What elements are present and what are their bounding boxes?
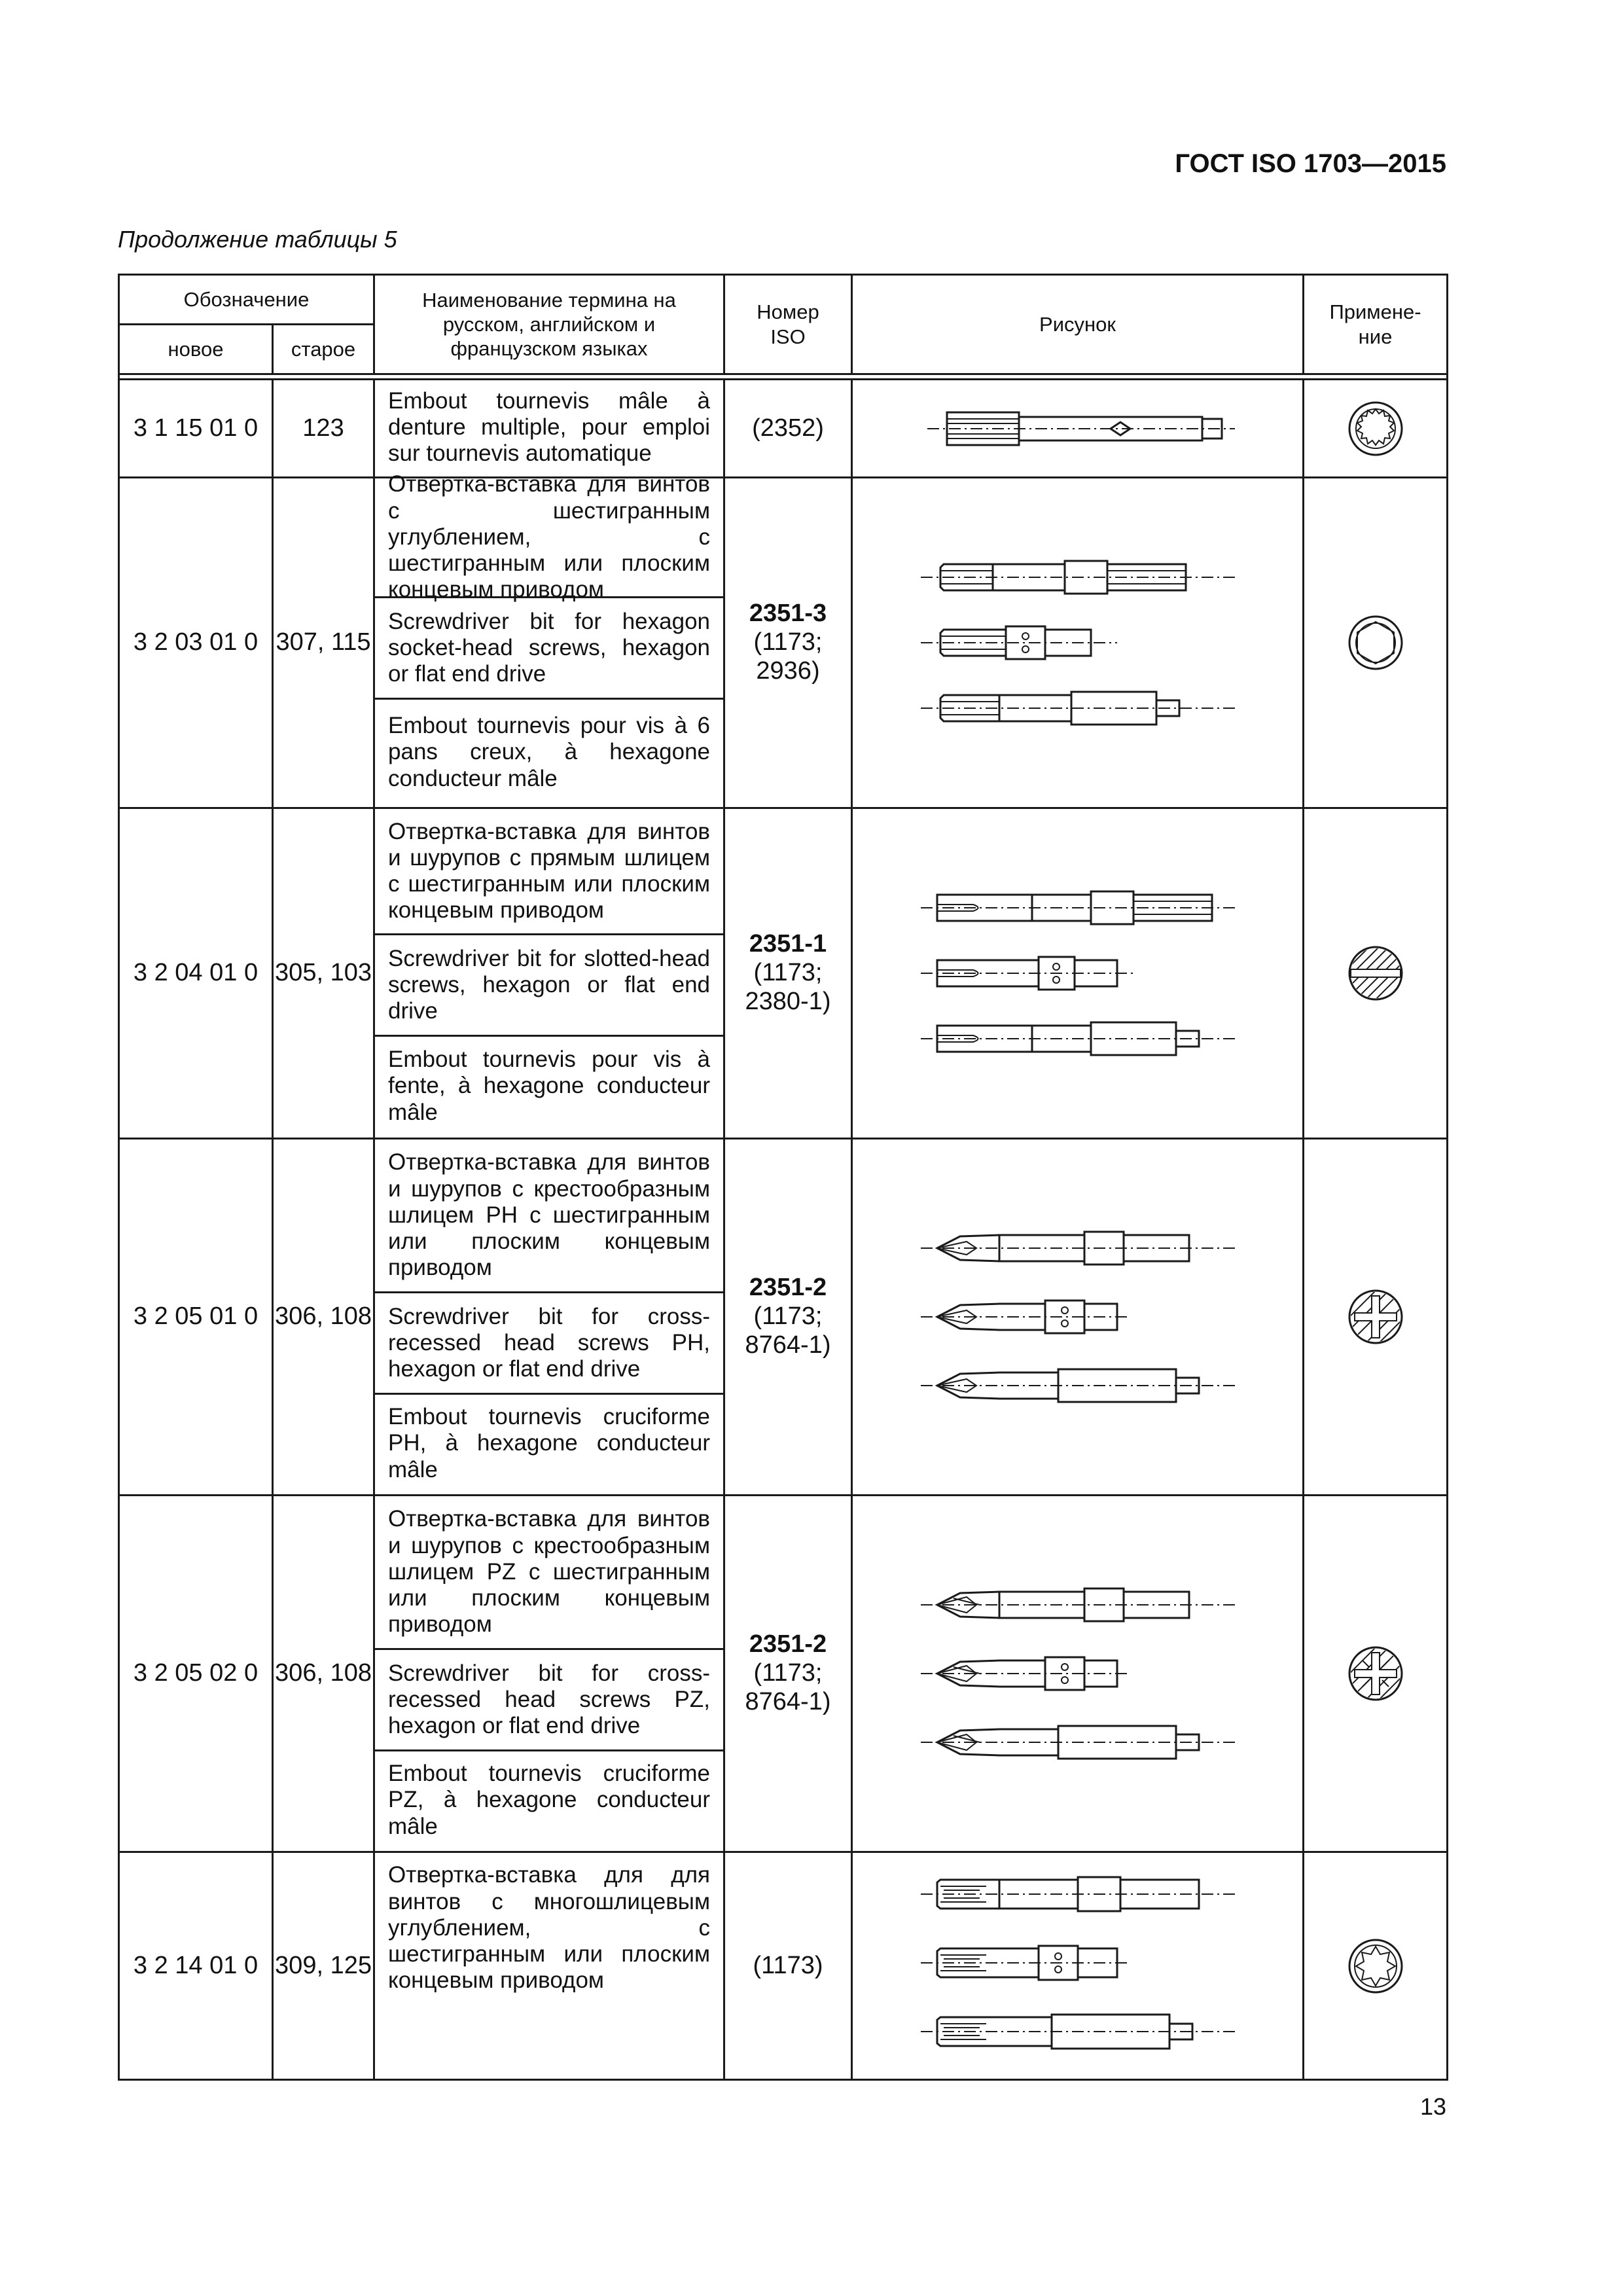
- iso-number: 2351-2: [749, 1274, 827, 1302]
- terms-table: [118, 274, 1448, 2081]
- iso-number: 2351-2: [749, 1630, 827, 1659]
- slotted-bit-drawing: [914, 875, 1241, 1071]
- new-code: 3 1 15 01 0: [119, 380, 273, 478]
- iso-related: (1173; 8764-1): [745, 1302, 831, 1359]
- table-row: [119, 1139, 1448, 1496]
- term-fr: Embout tournevis pour vis à fente, à hexagone conducteur mâle: [375, 1035, 723, 1136]
- iso-related: (1173; 2936): [753, 628, 823, 685]
- multi-tooth-bit-drawing: [914, 403, 1241, 455]
- pozidriv-bit-drawing: [914, 1572, 1241, 1775]
- term-ru: Отвертка-вставка для винтов и шурупов с крестообразным шлицем PH с шестигранным или плоским концевым приводом: [388, 1149, 711, 1281]
- new-code: 3 2 04 01 0: [119, 808, 273, 1139]
- term-en: Screwdriver bit for slotted-head screws, hexagon or flat end drive: [375, 933, 723, 1035]
- phillips-profile-icon: [1343, 1284, 1408, 1350]
- header-figure: Рисунок: [852, 275, 1304, 374]
- old-code: 309, 125: [273, 1852, 374, 2080]
- iso-related: (1173): [753, 1951, 823, 1979]
- table-row: [119, 380, 1448, 478]
- table-row: [119, 1852, 1448, 2080]
- hexagon-bit-drawing: [914, 545, 1241, 741]
- old-code: 123: [273, 380, 374, 478]
- term-en: Screwdriver bit for cross-recessed head screws PH, hexagon or flat end drive: [375, 1291, 723, 1393]
- new-code: 3 2 05 02 0: [119, 1496, 273, 1852]
- hexagon-profile-icon: [1343, 610, 1408, 675]
- old-code: 305, 103: [273, 808, 374, 1139]
- page-number: 13: [1419, 2093, 1446, 2120]
- header-name: Наименование термина на русском, английском и французском языках: [374, 275, 724, 374]
- term-en: Screwdriver bit for hexagon socket-head screws, hexagon or flat end drive: [375, 596, 723, 698]
- iso-number: 2351-1: [749, 930, 827, 958]
- multi-spline-bit-drawing: [914, 1861, 1241, 2071]
- header-usage: Примене-ние: [1304, 275, 1448, 374]
- new-code: 3 2 05 01 0: [119, 1139, 273, 1496]
- multi-tooth-profile-icon: [1343, 396, 1408, 461]
- slotted-profile-icon: [1343, 941, 1408, 1006]
- table-caption: Продолжение таблицы 5: [118, 226, 397, 253]
- table-row: [119, 1496, 1448, 1852]
- term-ru: Отвертка-вставка для винтов и шурупов с прямым шлицем с шестигранным или плоским концевым приводом: [388, 818, 711, 924]
- term-fr: Embout tournevis mâle à denture multiple, pour emploi sur tournevis automatique: [388, 387, 711, 467]
- multi-spline-profile-icon: [1343, 1933, 1408, 1999]
- iso-number: (2352): [752, 414, 824, 442]
- term-ru: Отвертка-вставка для винтов и шурупов с крестообразным шлицем PZ с шестигранным или плоским концевым приводом: [388, 1506, 711, 1638]
- term-fr: Embout tournevis cruciforme PH, à hexagone conducteur mâle: [375, 1393, 723, 1492]
- header-iso: Номер ISO: [724, 275, 852, 374]
- iso-number: 2351-3: [749, 600, 827, 628]
- term-ru: Отвертка-вставка для для винтов с многошлицевым углублением, с шестигранным или плоским концевым приводом: [388, 1862, 711, 1994]
- pozidriv-profile-icon: [1343, 1641, 1408, 1706]
- table-row: [119, 478, 1448, 808]
- iso-related: (1173; 8764-1): [745, 1659, 831, 1715]
- new-code: 3 2 14 01 0: [119, 1852, 273, 2080]
- term-fr: Embout tournevis pour vis à 6 pans creux, à hexagone conducteur mâle: [375, 698, 723, 805]
- phillips-bit-drawing: [914, 1215, 1241, 1418]
- document-code: ГОСТ ISO 1703—2015: [1175, 149, 1446, 178]
- new-code: 3 2 03 01 0: [119, 478, 273, 808]
- old-code: 306, 108: [273, 1496, 374, 1852]
- old-code: 306, 108: [273, 1139, 374, 1496]
- old-code: 307, 115: [273, 478, 374, 808]
- term-en: Screwdriver bit for cross-recessed head screws PZ, hexagon or flat end drive: [375, 1648, 723, 1749]
- term-fr: Embout tournevis cruciforme PZ, à hexagone conducteur mâle: [375, 1749, 723, 1849]
- table-row: [119, 808, 1448, 1139]
- iso-related: (1173; 2380-1): [745, 959, 831, 1015]
- header-old: старое: [273, 325, 374, 374]
- term-ru: Отвертка-вставка для винтов с шестигранным углублением, с шестигранным или плоским концевым приводом: [388, 471, 711, 603]
- header-designation: Обозначение: [119, 275, 374, 325]
- header-new: новое: [119, 325, 273, 374]
